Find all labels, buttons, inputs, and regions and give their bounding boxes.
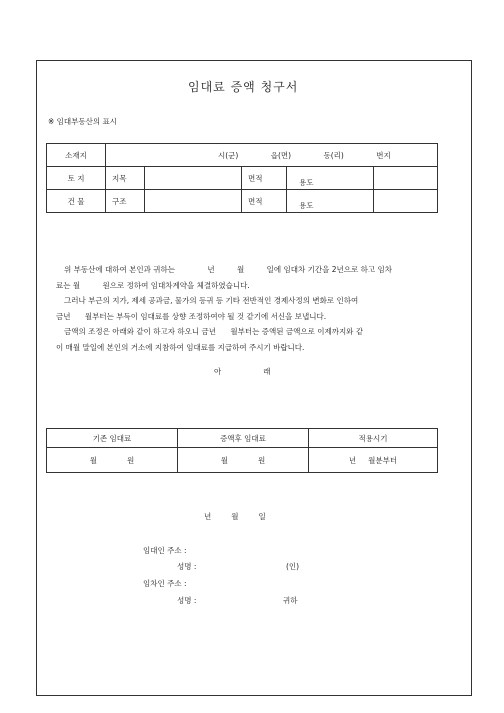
rent-table <box>46 428 438 473</box>
date-line: 년 월 일 <box>204 512 266 521</box>
lessor-name-label: 성명 : <box>177 562 197 571</box>
lessee-name-label: 성명 : <box>177 596 197 605</box>
body-line: 원으로 정하여 임대차계약을 체결하였습니다. <box>102 280 250 290</box>
seal-mark: (인) <box>286 562 300 571</box>
building-usage-label: 용도 <box>287 190 374 213</box>
city-field: 시(군) <box>218 150 239 160</box>
land-usage-label: 용도 <box>287 167 374 190</box>
body-line: 월부터는 증액된 금액으로 이제까지와 같 <box>230 327 364 336</box>
table-row <box>47 429 438 448</box>
effective-date-cell: 년 월분부터 <box>309 448 438 473</box>
header-increased-rent: 증액후 임대료 <box>178 429 309 448</box>
land-area-label: 면적 <box>242 167 287 190</box>
property-table <box>46 143 438 213</box>
building-structure-label: 구조 <box>106 190 145 213</box>
body-line: 금액의 조정은 아래와 같이 하고자 하오니 금년 <box>64 327 216 336</box>
body-line: 료는 월 <box>56 280 81 290</box>
town-field: 읍(면) <box>270 150 292 160</box>
lot-field: 번지 <box>376 150 391 160</box>
table-row <box>47 144 438 167</box>
body-line: 이 매월 말일에 본인의 거소에 지참하여 임대료를 지급하여 주시기 바랍니다. <box>56 342 305 352</box>
location-fields <box>106 144 438 167</box>
header-existing-rent: 기존 임대료 <box>47 429 178 448</box>
section-label: ※ 임대부동산의 표시 <box>48 117 118 126</box>
document-title: 임대료 증액 청구서 <box>188 80 299 94</box>
existing-rent-cell: 월 원 <box>47 448 178 473</box>
body-text <box>56 262 432 355</box>
body-line: 금년 <box>56 311 71 321</box>
building-area-label: 면적 <box>242 190 287 213</box>
body-line: 위 부동산에 대하여 본인과 귀하는 <box>64 265 175 274</box>
table-row <box>47 448 438 473</box>
lessee-address-label: 임차인 주소 : <box>143 579 187 588</box>
building-label: 건 물 <box>47 190 106 213</box>
land-category-label: 지목 <box>106 167 145 190</box>
body-month: 월 <box>237 265 245 274</box>
lessor-address-label: 임대인 주소 : <box>143 546 187 555</box>
location-label: 소재지 <box>47 144 106 167</box>
below-heading: 아 래 <box>214 367 271 376</box>
building-usage-value <box>374 190 438 213</box>
header-effective-date: 적용시기 <box>309 429 438 448</box>
land-usage-value <box>374 167 438 190</box>
table-row <box>47 190 438 213</box>
increased-rent-cell: 월 원 <box>178 448 309 473</box>
land-category-value <box>145 167 242 190</box>
dong-field: 동(리) <box>323 150 344 160</box>
building-structure-value <box>145 190 242 213</box>
body-line: 월부터는 부득이 임대료를 상향 조정하여야 될 것 같기에 서신을 보냅니다. <box>84 311 327 321</box>
addressee-label: 귀하 <box>283 596 298 605</box>
body-line: 일에 임대차 기간을 2년으로 하고 임차 <box>266 265 393 274</box>
table-row <box>47 167 438 190</box>
land-label: 토 지 <box>47 167 106 190</box>
body-line: 그러나 부근의 지가, 제세 공과금, 물가의 등귀 등 기타 전반적인 경제사정의 변화로 인하여 <box>64 296 359 305</box>
body-year: 년 <box>207 265 215 274</box>
